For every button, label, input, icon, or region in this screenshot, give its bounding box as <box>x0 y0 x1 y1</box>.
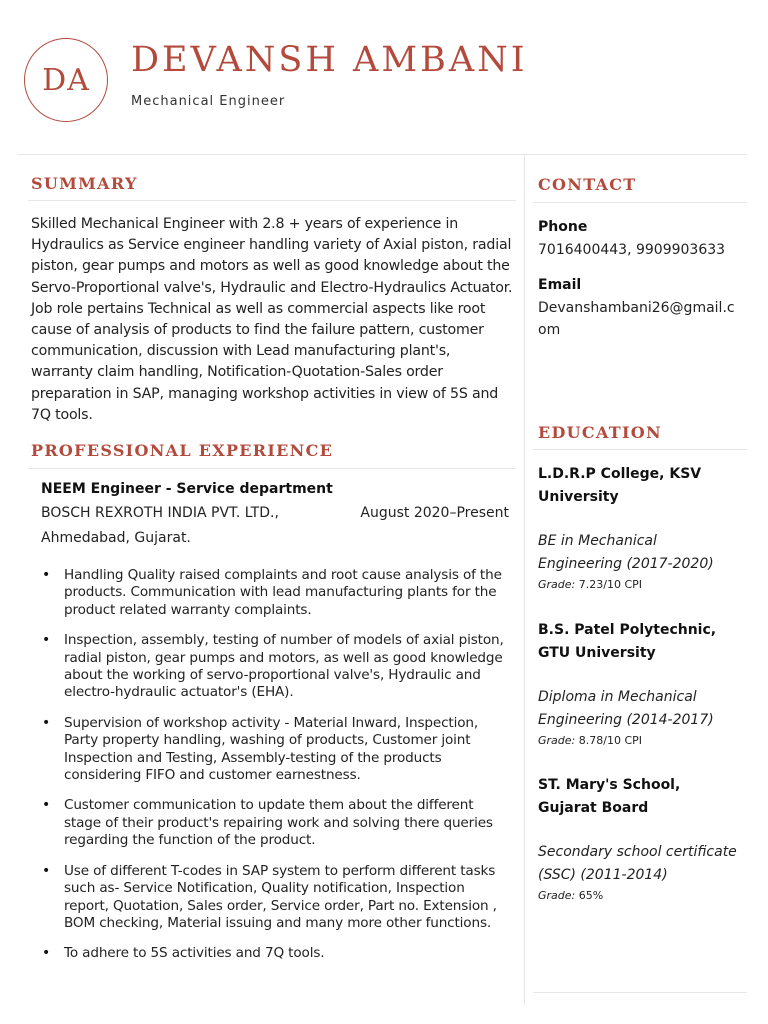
email-label: Email <box>538 277 582 293</box>
grade-value: 7.23/10 CPI <box>578 578 642 591</box>
education-entry <box>538 774 743 902</box>
responsibility-item: • Supervision of workshop activity - Material Inward, Inspection, Party property handling, washing of products, Customer joint Inspection and Testing, Assembly-testing of the products considering FIFO and customer earnestness. <box>40 715 510 785</box>
candidate-name: DEVANSH AMBANI <box>131 40 528 80</box>
contact-title-divider <box>533 202 747 203</box>
education-grade <box>538 734 743 747</box>
responsibility-item: • Customer communication to update them about the different stage of their product's repairing work and solving there queries regarding the function of the product. <box>40 797 510 849</box>
job-title: NEEM Engineer - Service department <box>41 481 333 497</box>
grade-value: 65% <box>578 889 604 902</box>
responsibility-item: • To adhere to 5S activities and 7Q tools. <box>40 945 510 962</box>
monogram-avatar: DA <box>24 38 108 122</box>
grade-label: Grade: <box>538 889 576 902</box>
email-value[interactable]: Devanshambani26@gmail.com <box>538 300 735 338</box>
phone-value[interactable]: 7016400443, 9909903633 <box>538 242 726 258</box>
education-title-divider <box>533 449 747 450</box>
responsibility-item: • Use of different T-codes in SAP system to perform different tasks such as- Service Notification, Quality notification, Inspection report, Quotation, Sales order, Service order, Part no. Extension , BOM checking, Material issuing and many more other functions. <box>40 863 510 933</box>
summary-title-divider <box>28 200 516 201</box>
sidebar-bottom-divider <box>533 992 747 993</box>
experience-heading: PROFESSIONAL EXPERIENCE <box>31 441 334 460</box>
education-degree: Secondary school certificate (SSC) (2011-2014) <box>538 844 737 883</box>
education-school: ST. Mary's School, Gujarat Board <box>538 777 681 816</box>
education-entry <box>538 619 743 747</box>
grade-label: Grade: <box>538 734 576 747</box>
job-dates: August 2020–Present <box>360 505 509 521</box>
education-entry <box>538 463 743 591</box>
header-divider <box>18 154 747 155</box>
education-degree: Diploma in Mechanical Engineering (2014-2017) <box>538 689 714 728</box>
summary-text: Skilled Mechanical Engineer with 2.8 + years of experience in Hydraulics as Service engineer handling variety of Axial piston, radial piston, gear pumps and motors as well as good knowledge about the Servo-Proportional valve's, Hydraulic and Electro-Hydraulics Actuator. Job role pertains Technical as well as commercial aspects like root cause of analysis of products to find the failure pattern, customer communication, discussion with Lead manufacturing plant's, warranty claim handling, Notification-Quotation-Sales order preparation in SAP, managing workshop activities in view of 5S and 7Q tools. <box>31 216 513 423</box>
summary-heading: SUMMARY <box>31 174 138 193</box>
education-school: L.D.R.P College, KSV University <box>538 466 702 505</box>
company-name: BOSCH REXROTH INDIA PVT. LTD., <box>41 505 279 521</box>
candidate-role: Mechanical Engineer <box>131 94 286 109</box>
column-divider <box>524 155 525 1005</box>
phone-label: Phone <box>538 219 588 235</box>
education-degree: BE in Mechanical Engineering (2017-2020) <box>538 533 714 572</box>
education-grade <box>538 889 743 902</box>
grade-label: Grade: <box>538 578 576 591</box>
experience-title-divider <box>28 468 516 469</box>
responsibility-item: • Handling Quality raised complaints and root cause analysis of the products. Communication with lead manufacturing plants for the product related warranty complaints. <box>40 567 510 619</box>
responsibilities-list <box>40 567 510 976</box>
job-location: Ahmedabad, Gujarat. <box>41 530 191 546</box>
responsibility-item: • Inspection, assembly, testing of number of models of axial piston, radial piston, gear pumps and motors, as well as good knowledge about the working of servo-proportional valve's, Hydraulic and electro-hydraulic actuator's (EHA). <box>40 632 510 702</box>
education-grade <box>538 578 743 591</box>
education-heading: EDUCATION <box>538 423 662 442</box>
grade-value: 8.78/10 CPI <box>578 734 642 747</box>
education-school: B.S. Patel Polytechnic, GTU University <box>538 622 717 661</box>
contact-heading: CONTACT <box>538 175 637 194</box>
